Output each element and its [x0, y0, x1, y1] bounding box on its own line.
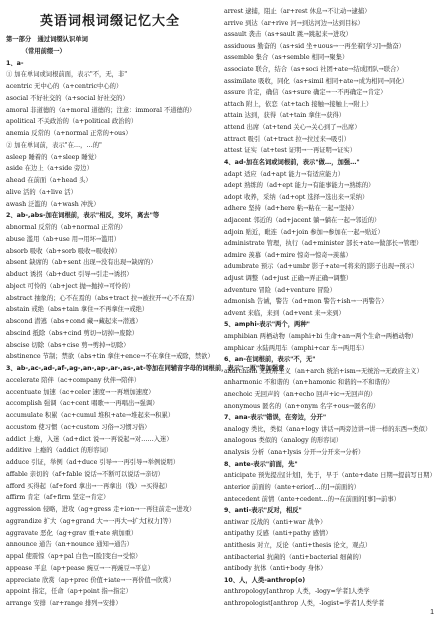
entry-line: antiwar 反战的（anti+war 战争）: [224, 518, 327, 526]
section-heading: 10、人，人类-anthrop(o): [224, 576, 306, 584]
entry-line: absorb 吸收（ab+sorb 吸收→吸收掉）: [6, 247, 121, 255]
entry-line: asocial 不好社交的（a+social 好社交的）: [6, 94, 129, 102]
entry-line: associate 联合，结合（as+soci 社团+ate→结成团队→联合）: [224, 66, 403, 74]
entry-line: adumbrate 预示（ad+umbr 影子+ate→[将来的]影子出现→预示）: [224, 263, 419, 271]
entry-line: assemble 集合（as+semble 相同→聚集）: [224, 54, 349, 62]
entry-line: accomplish 强调（ac+cent 唱歌→一再唱出→强调）: [6, 400, 159, 408]
entry-line: abstract 抽象的；心不在焉的（abs+tract 拉→被拉开→心不在焉）: [6, 294, 199, 302]
entry-line: advent 来临，来到（ad+vent 来→来到）: [224, 309, 345, 317]
entry-line: admonish 告诫，警告（ad+mon 警告+ish→一再警告）: [224, 298, 388, 306]
entry-line: appease 平息（ap+pease 豌豆→一再豌豆→平息）: [6, 564, 154, 572]
entry-line: antibody 抗体（anti+body 身体）: [224, 565, 327, 573]
entry-line: antecedent 前情（ante+cedent…的→在前面的[事]→前事）: [224, 495, 400, 503]
entry-line: attest 证实（at+test 证明→一再证明→证实）: [224, 147, 357, 155]
entry-line: accumulate 积累（ac+cumul 堆积+ate→堆起来→积累）: [6, 412, 175, 419]
entry-line: anterior 前面的（ante+erior[…的]→前面的）: [224, 483, 360, 491]
entry-line: anechoic 无回声的（an+echo 回声+ic→无回声的）: [224, 391, 377, 399]
entry-line: assiduous 勤奋的（as+sid 坐+uous→一再坐着[学习]→勤奋）: [224, 42, 405, 50]
entry-line: assure 肯定，确信（as+sure 确定→一不再确定→肯定）: [224, 89, 387, 97]
entry-line: administrate 管理，执行（ad+minister 部长+ate→做部长→管理）: [224, 240, 423, 248]
entry-line: anthropology[anthrop 人类，-logy=学者]人类学: [224, 588, 370, 596]
entry-line: assault 袭击（as+sault 跳→跳起来→进攻）: [224, 31, 352, 39]
entry-line: analogy 类比，类似（ana+logy 讲话→两旁边讲→讲一样的东西→类似）: [224, 425, 432, 433]
entry-line: anticipate 预先提出[计划]，先于，早于（ante+date 日期→提前写日期）: [224, 472, 436, 480]
entry-line: apolitical 不关政治的（a+political 政治的）: [6, 118, 138, 126]
entry-line: analogous 类似的（analogy 的形容词）: [224, 437, 343, 445]
section-heading: 7、ana-表示"错误，在旁边，分开": [224, 414, 327, 422]
entry-line: addict 上瘾，入迷（ad+dict 说→一再说起→对……入迷）: [6, 435, 173, 443]
entry-line: antithesis 对立，反论（anti+thesis 论文，观点）: [224, 541, 372, 549]
entry-line: admire 羡慕（ad+mire 惊奇→惊奇→羡慕）: [224, 251, 352, 259]
entry-line: anharmonic 不和谐的（an+hamonic 和谐的→不和谐的）: [224, 379, 394, 387]
entry-line: asleep 睡着的（a+sleep 睡觉）: [6, 153, 101, 161]
entry-line: alive 活的（a+live 活）: [6, 188, 77, 196]
entry-line: adjoin 贴近，毗连（ad+join 参加→参加在一起→贴近）: [224, 228, 384, 236]
entry-line: ahead 在前面（a+head 头）: [6, 177, 92, 184]
entry-line: abuse 滥用（ab+use 用→用坏→滥用）: [6, 235, 121, 243]
entry-line: aside 在边上（a+side 旁边）: [6, 165, 93, 173]
entry-line: attain 达到，获得（at+tain 拿住→获得）: [224, 112, 346, 120]
section-heading: 8、ante-表示"前面，先": [224, 460, 298, 468]
entry-line: arrange 安排（ar+range 排列→安排）: [6, 600, 122, 607]
entry-line: afford 买得起（af+ford 拿出→一再拿出（钱）→买得起）: [6, 482, 172, 490]
entry-line: adduce 引证，举例（ad+duce 引导→一再引导→举例说明）: [6, 459, 180, 466]
entry-line: analysis 分析（ana+lysis 分开→分开来→分析）: [224, 449, 365, 457]
entry-line: appoint 指定，任命（ap+point 指→指定）: [6, 588, 132, 596]
entry-line: appreciate 欣赏（ap+prec 价值+iate→一再价值→欣赏）: [6, 576, 175, 584]
entry-line: affirm 肯定（af+firm 坚定→肯定）: [6, 494, 110, 502]
page-number: 1: [430, 609, 434, 616]
section-heading: 1、a-: [6, 59, 24, 67]
section-heading: 6、an-在词根前，表示"不，无": [224, 356, 316, 364]
entry-line: amphicar 水陆两用车（amphi+car 车→两用车）: [224, 344, 369, 352]
entry-line: adjust 调整（ad+just 正确→弄正确→调整）: [224, 274, 353, 282]
entry-line: abduct 诱拐（ab+duct 引导→引走→诱拐）: [6, 271, 133, 278]
entry-line: ② 加在单词前，表示"在…，…的": [6, 141, 102, 149]
entry-line: abscond 潜逃（abs+cond 藏→藏起来→潜逃）: [6, 318, 142, 325]
entry-line: abscise 切除（abs+cise 剪→剪掉→切除）: [6, 341, 130, 349]
entry-line: adapt 适应（ad+apt 能力→有适应能力）: [224, 170, 345, 178]
entry-line: abstain 戒绝（abs+tain 拿住→不再拿住→戒绝）: [6, 306, 149, 314]
page-title: 英语词根词缀记忆大全: [39, 14, 180, 29]
section-heading: 4、ad-加在名词或词根前，表示"做…，加强…": [224, 158, 360, 166]
section-heading: 2、ab-,abs-加在词根前，表示"相反，变坏，离去"等: [6, 212, 160, 220]
entry-line: abscind 抵除（abs+cind 剪切→切掉→废除）: [6, 329, 139, 337]
entry-line: additive 上瘾的（addict 的形容词）: [6, 447, 113, 455]
entry-line: accelerate 陪伴（ac+company 伙伴→陪伴）: [6, 376, 141, 384]
section-heading: 3、ab-,ac-,ad-,af-,ag-,an-,ap-,ar-,as-,at-等加在同辅音字母的词根前，表示"一再"等加强意: [6, 365, 285, 372]
entry-line: abnormal 反常的（ab+normal 正常的）: [6, 224, 127, 231]
entry-line: appal 使震惊（ap+pal 白色→[脸]变白→受惊）: [6, 553, 142, 560]
entry-line: adept 熟练的（ad+ept 能力→有能事能力→熟练的）: [224, 182, 375, 190]
entry-line: accentuate 加速（ac+celer 速度→一再增加速度）: [6, 388, 155, 396]
entry-line: aggression 侵略，进攻（ag+gress 走+ion→一再往前走→进攻）: [6, 506, 196, 513]
entry-line: adventure 冒险（ad+venture 冒险）: [224, 286, 336, 294]
entry-line: abject 可怜的（ab+ject 抛→抛掉→可怜的）: [6, 282, 135, 290]
entry-line: attend 出席（at+tend 关心→关心到了→出席）: [224, 124, 361, 132]
entry-line: aggrandize 扩大（ag+grand 大→一再大→扩大[权力]等）: [6, 517, 175, 525]
entry-line: adjacent 邻近的（ad+jacent 躺→躺在一起→邻近的）: [224, 216, 381, 224]
section-heading: 9、anti-表示"反对，相反": [224, 507, 302, 515]
entry-line: adopt 收养，采纳（ad+opt 选择→选出来→采纳）: [224, 193, 369, 201]
entry-line: awash 泛滥的（a+wash 冲洗）: [6, 200, 100, 208]
entry-line: aggravate 恶化（ag+grav 重+ate 病加重）: [6, 529, 138, 537]
entry-line: affable 亲切的（af+fable 说话→不断可以说话→亲切）: [6, 470, 164, 478]
entry-line: announce 通告（an+nounce 通知→通告）: [6, 541, 133, 549]
section-heading: （常用前缀一）: [6, 47, 66, 55]
entry-line: absent 缺席的（ab+sent 出现→没有出现→缺席的）: [6, 259, 157, 267]
entry-line: amoral 非道德的（a+moral 道德的；注意：immoral 不道德的）: [6, 106, 196, 114]
section-heading: 第一部分 通过词缀认识单词: [6, 36, 88, 43]
entry-line: arrest 逮捕，阻止（ar+rest 休息→不让动→逮捕）: [224, 8, 371, 15]
entry-line: antipathy 反感（anti+pathy 感情）: [224, 530, 332, 538]
section-heading: 5、amphi-表示"两个，两种": [224, 321, 310, 329]
entry-line: abstinence 节制；禁欲（abs+tin 拿住+ence→不在拿住→戒除，禁欲）: [6, 353, 214, 361]
entry-line: attach 附上，依恋（at+tach 接触→接触上→附上）: [224, 100, 373, 108]
entry-line: anonymous 匿名的（an+onym 名字+ous→匿名的）: [224, 402, 380, 410]
entry-line: attract 吸引（at+tract 拉→拉过来→吸引）: [224, 135, 351, 143]
entry-line: ① 加在单词或词根前面，表示"不，无，非": [6, 71, 128, 79]
entry-line: antibacterial 抗菌的（anti+bacterial 细菌的）: [224, 553, 366, 561]
entry-line: anemia 反常的（a+normal 正常的+ous）: [6, 130, 132, 137]
entry-line: acentric 无中心的（a+centric中心的）: [6, 83, 123, 90]
entry-line: anarchism 无政府主义（an+arch 统治+ism→无统治→无政府主义）: [224, 367, 423, 375]
entry-line: arrive 到达（ar+rive 河→到达河边→达到目标）: [224, 19, 364, 27]
entry-line: assimilate 吸收，同化（as+simil 相同+ate→成为相同→同化）: [224, 77, 409, 85]
entry-line: accustom 使习惯（ac+custom 习俗→习惯习俗）: [6, 423, 151, 431]
entry-line: anthropologist[anthrop 人类，-logist=学者]人类学者: [224, 600, 385, 607]
entry-line: adhere 坚持（ad+here 粘→粘在一起→坚持）: [224, 205, 358, 213]
entry-line: amphibian 两栖动物（amphi+bi 生命+an→两个生命→两栖动物）: [224, 333, 418, 341]
